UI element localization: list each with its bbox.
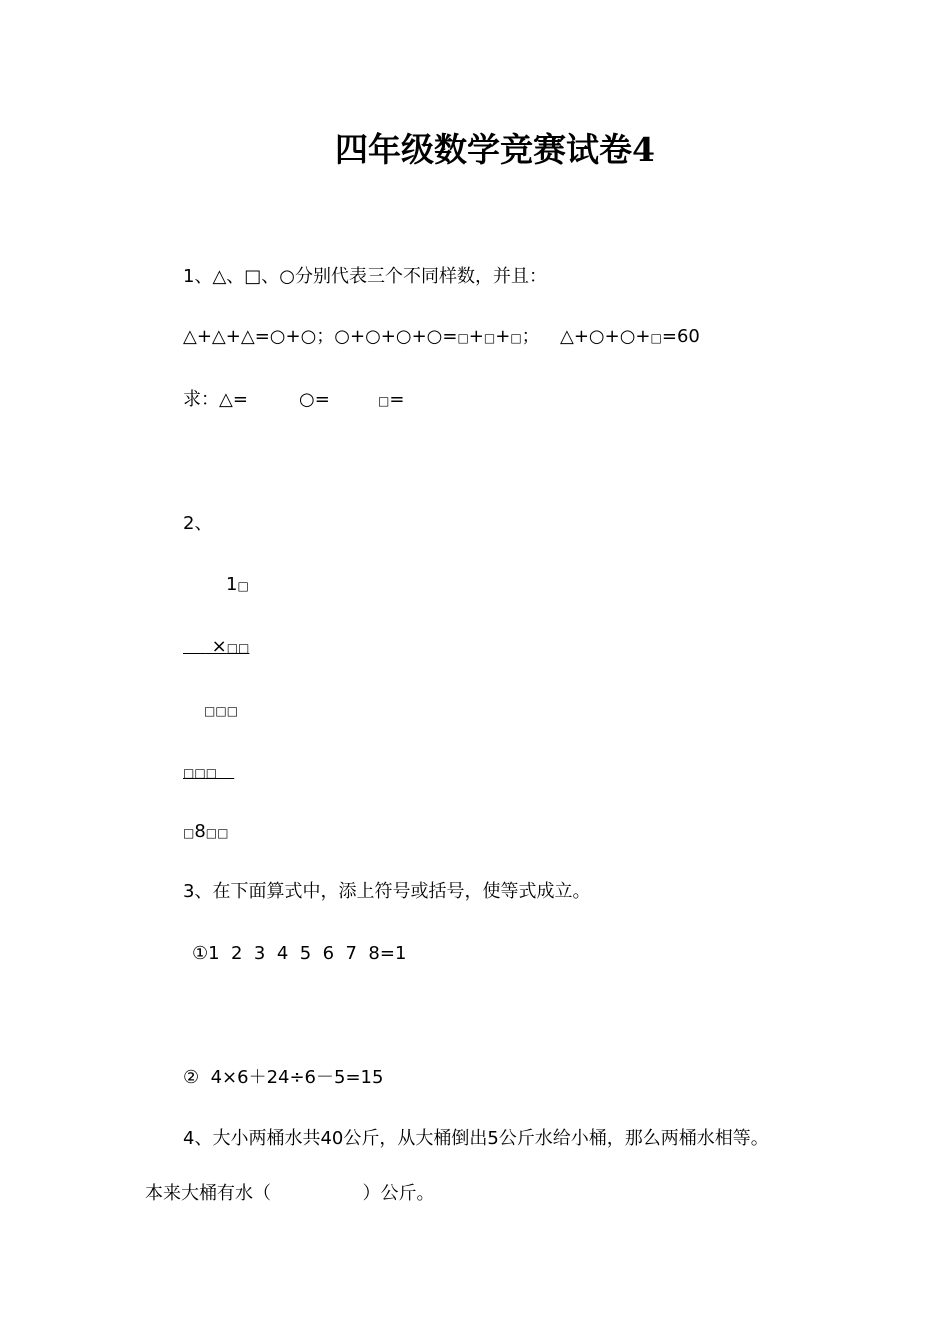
equation-3: △+○+○+□=60 <box>560 326 700 347</box>
question-4-text: 4、大小两桶水共40公斤，从大桶倒出5公斤水给小桶，那么两桶水相等。 <box>183 1128 769 1149</box>
multiplication-row-5: □8□□ <box>183 821 229 842</box>
multiplication-row-1: 1□ <box>226 574 249 595</box>
question-1-ask-circle: ○= <box>299 389 330 410</box>
question-4-answer-line: 本来大桶有水（ ）公斤。 <box>145 1183 435 1204</box>
question-3-part-1: ①1 2 3 4 5 6 7 8=1 <box>192 943 407 964</box>
equation-1: △+△+△=○+○； <box>183 326 335 347</box>
multiplication-row-3: □□□ <box>204 704 239 718</box>
page-title: 四年级数学竞赛试卷4 <box>335 130 655 169</box>
multiplication-row-4: □□□ <box>183 766 218 780</box>
question-3-part-2: ② 4×6＋24÷6－5=15 <box>183 1067 384 1088</box>
multiplication-row-2: ×□□ <box>205 636 250 657</box>
question-3-text: 3、在下面算式中，添上符号或括号，使等式成立。 <box>183 881 591 902</box>
question-1-equations <box>183 325 540 350</box>
question-2-label: 2、 <box>183 513 213 534</box>
question-1-ask-square: □= <box>378 389 405 410</box>
question-1-ask-triangle: 求：△= <box>183 389 248 410</box>
question-1-text: 1、△、□、○分别代表三个不同样数，并且： <box>183 266 548 287</box>
equation-2: ○+○+○+○=□+□+□； <box>334 326 540 347</box>
